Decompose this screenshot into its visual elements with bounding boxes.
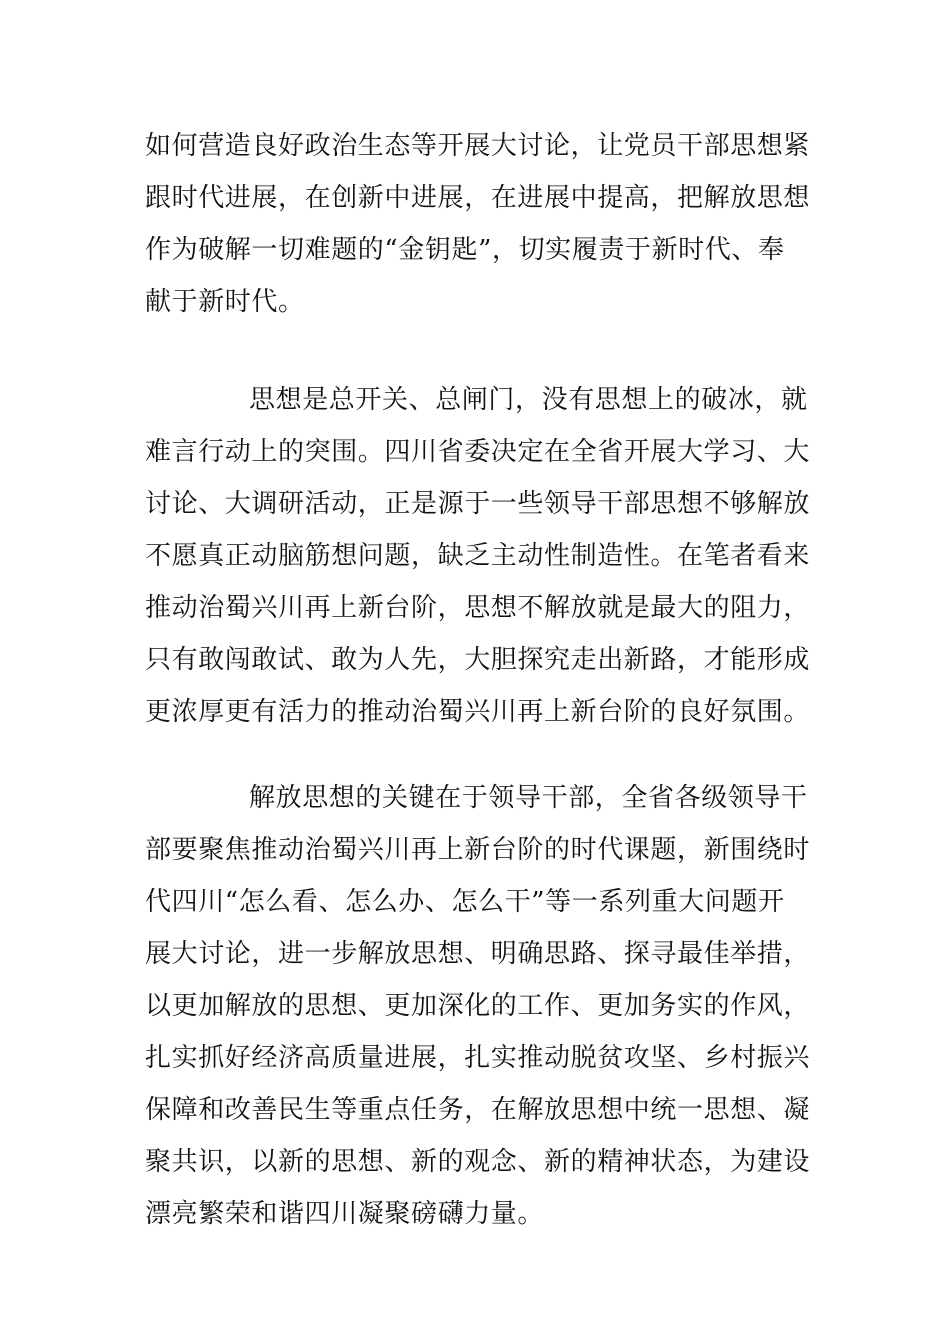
text-line: 献于新时代。	[145, 287, 305, 317]
paragraph-3	[145, 772, 810, 1240]
text-line: 更浓厚更有活力的推动治蜀兴川再上新台阶的良好氛围。	[145, 697, 811, 727]
text-line: 部要聚焦推动治蜀兴川再上新台阶的时代课题，新围绕时	[145, 835, 811, 865]
text-line: 保障和改善民生等重点任务，在解放思想中统一思想、凝	[145, 1095, 811, 1125]
text-line: 漂亮繁荣和谐四川凝聚磅礴力量。	[145, 1199, 545, 1229]
text-line: 讨论、大调研活动，正是源于一些领导干部思想不够解放	[145, 489, 811, 519]
paragraph-2	[145, 374, 810, 738]
text-line: 扎实抓好经济高质量进展，扎实推动脱贫攻坚、乡村振兴	[145, 1043, 811, 1073]
text-line: 作为破解一切难题的“金钥匙”，切实履责于新时代、奉	[145, 235, 785, 265]
text-line: 如何营造良好政治生态等开展大讨论，让党员干部思想紧	[145, 131, 811, 161]
text-line: 思想是总开关、总闸门，没有思想上的破冰，就	[249, 385, 808, 415]
text-line: 代四川“怎么看、怎么办、怎么干”等一系列重大问题开	[145, 887, 785, 917]
paragraph-1	[145, 120, 810, 328]
text-line: 难言行动上的突围。四川省委决定在全省开展大学习、大	[145, 437, 811, 467]
text-line: 展大讨论，进一步解放思想、明确思路、探寻最佳举措，	[145, 939, 811, 969]
text-line: 只有敢闯敢试、敢为人先，大胆探究走出新路，才能形成	[145, 645, 811, 675]
text-line: 不愿真正动脑筋想问题，缺乏主动性制造性。在笔者看来	[145, 541, 811, 571]
text-line: 解放思想的关键在于领导干部，全省各级领导干	[249, 783, 808, 813]
text-line: 跟时代进展，在创新中进展，在进展中提高，把解放思想	[145, 183, 811, 213]
text-line: 推动治蜀兴川再上新台阶，思想不解放就是最大的阻力，	[145, 593, 811, 623]
text-line: 聚共识，以新的思想、新的观念、新的精神状态，为建设	[145, 1147, 811, 1177]
text-line: 以更加解放的思想、更加深化的工作、更加务实的作风，	[145, 991, 811, 1021]
